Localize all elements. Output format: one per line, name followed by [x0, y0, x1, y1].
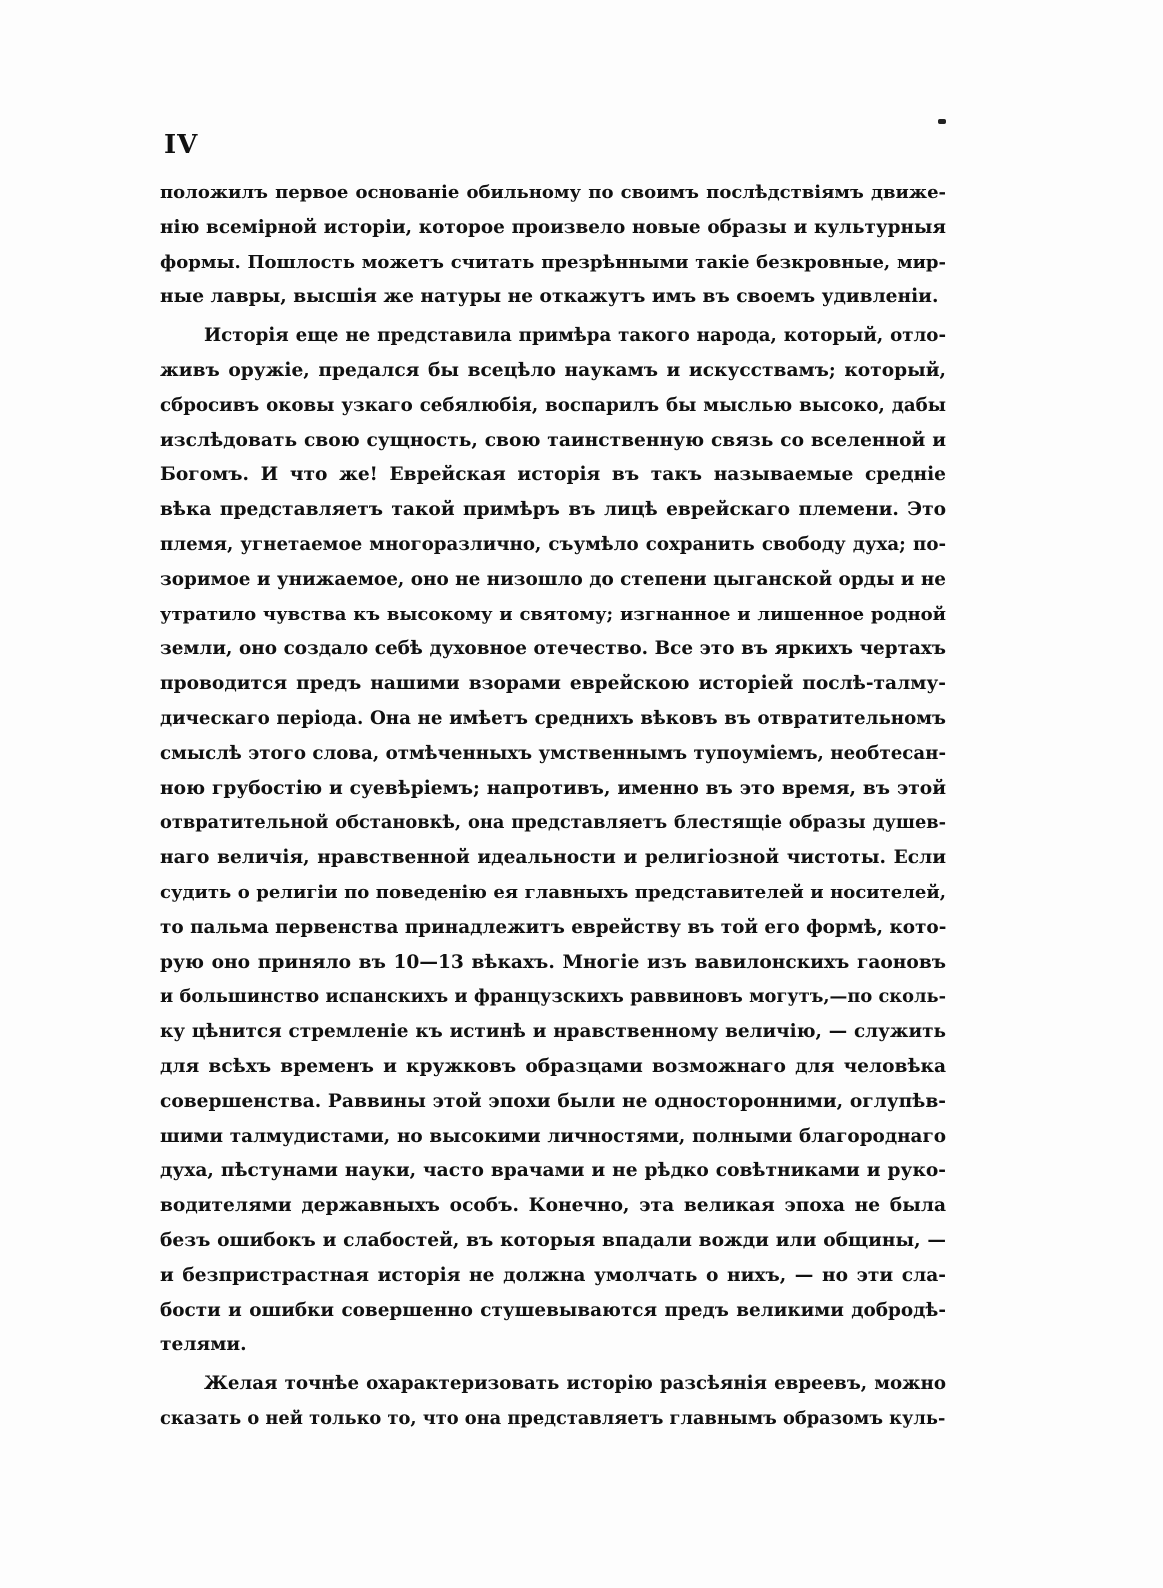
text-line: положилъ первое основаніе обильному по своимъ послѣдствіямъ движе-: [160, 182, 946, 203]
text-line: вѣка представляетъ такой примѣръ въ лицѣ еврейскаго племени. Это: [160, 499, 946, 521]
text-line: для всѣхъ временъ и кружковъ образцами возможнаго для человѣка: [160, 1055, 946, 1077]
text-line: Исторія еще не представила примѣра такого народа, который, отло-: [204, 325, 946, 347]
text-line: водителями державныхъ особъ. Конечно, эта великая эпоха не была: [160, 1195, 946, 1217]
text-line: шими талмудистами, но высокими личностями, полными благороднаго: [160, 1125, 946, 1147]
text-line: совершенства. Раввины этой эпохи были не односторонними, оглупѣв-: [160, 1090, 946, 1112]
text-line: и безпристрастная исторія не должна умолчать о нихъ, — но эти сла-: [160, 1264, 946, 1286]
text-line: зоримое и унижаемое, оно не низошло до степени цыганской орды и не: [160, 568, 946, 590]
text-line: ною грубостію и суевѣріемъ; напротивъ, именно въ это время, въ этой: [160, 777, 946, 799]
text-line: формы. Пошлость можетъ считать презрѣнными такіе безкровные, мир-: [160, 251, 946, 273]
text-line: и большинство испанскихъ и французскихъ раввиновъ могутъ,—по сколь-: [160, 986, 946, 1008]
paragraph: [160, 1367, 946, 1437]
text-line: дическаго періода. Она не имѣетъ среднихъ вѣковъ въ отвратительномъ: [160, 707, 946, 729]
ink-speck: [938, 119, 946, 124]
text-line: Желая точнѣе охарактеризовать исторію разсѣянія евреевъ, можно: [204, 1373, 946, 1395]
text-line: Богомъ. И что же! Еврейская исторія въ такъ называемые средніе: [160, 464, 946, 486]
text-line: смыслѣ этого слова, отмѣченныхъ умственнымъ тупоуміемъ, необтесан-: [160, 742, 946, 764]
text-line: сказать о ней только то, что она представляетъ главнымъ образомъ куль-: [160, 1407, 946, 1429]
text-line: рую оно приняло въ 10—13 вѣкахъ. Многіе изъ вавилонскихъ гаоновъ: [160, 951, 946, 973]
text-line: утратило чувства къ высокому и святому; изгнанное и лишенное родной: [160, 603, 946, 625]
paragraph: [160, 176, 946, 315]
text-line: безъ ошибокъ и слабостей, въ которыя впадали вожди или общины, —: [160, 1229, 946, 1251]
page-number: IV: [164, 130, 199, 160]
body-text: [160, 176, 946, 1437]
text-line: отвратительной обстановкѣ, она представляетъ блестящіе образы душев-: [160, 812, 946, 834]
text-line: сбросивъ оковы узкаго себялюбія, воспарилъ бы мыслью высоко, дабы: [160, 394, 946, 416]
text-line: ку цѣнится стремленіе къ истинѣ и нравственному величію, — служить: [160, 1021, 946, 1043]
text-line: то пальма первенства принадлежитъ еврейству въ той его формѣ, кото-: [160, 916, 946, 938]
text-line: племя, угнетаемое многоразлично, съумѣло сохранить свободу духа; по-: [160, 533, 946, 555]
text-line: ные лавры, высшія же натуры не откажутъ имъ въ своемъ удивленіи.: [160, 286, 939, 308]
text-line: бости и ошибки совершенно стушевываются предъ великими добродѣ-: [160, 1299, 946, 1321]
text-line: наго величія, нравственной идеальности и религіозной чистоты. Если: [160, 847, 946, 869]
text-line: телями.: [160, 1334, 247, 1356]
text-line: живъ оружіе, предался бы всецѣло наукамъ и искусствамъ; который,: [160, 359, 946, 381]
text-line: изслѣдовать свою сущность, свою таинственную связь со вселенной и: [160, 429, 946, 451]
text-line: духа, пѣстунами науки, часто врачами и не рѣдко совѣтниками и руко-: [160, 1160, 946, 1182]
paragraph: [160, 319, 946, 1363]
text-line: судить о религіи по поведенію ея главныхъ представителей и носителей,: [160, 881, 946, 903]
text-line: нію всемірной исторіи, которое произвело новые образы и культурныя: [160, 216, 946, 238]
text-line: земли, оно создало себѣ духовное отечество. Все это въ яркихъ чертахъ: [160, 638, 946, 660]
text-line: проводится предъ нашими взорами еврейскою исторіей послѣ-талму-: [160, 673, 946, 695]
